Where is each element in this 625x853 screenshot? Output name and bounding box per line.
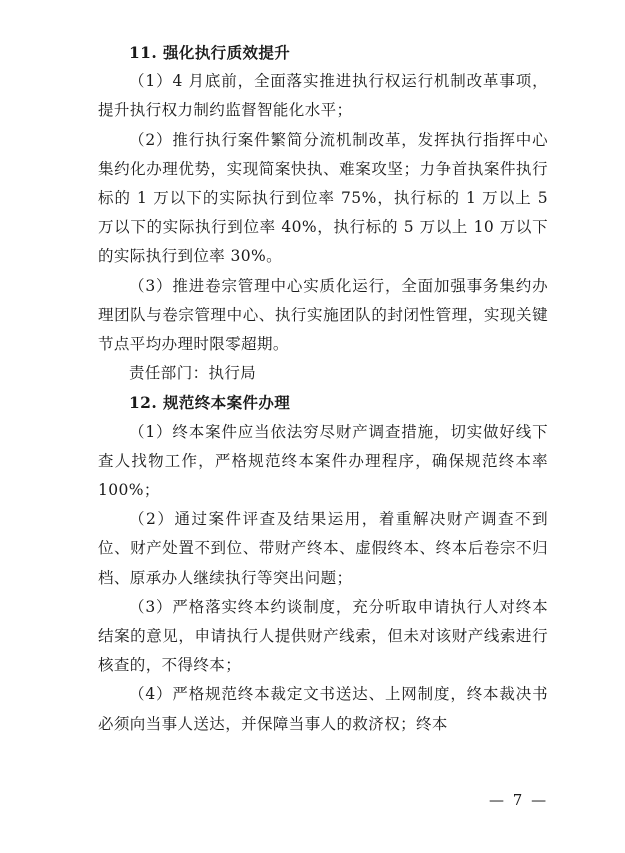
section-12-paragraph-2: （2）通过案件评查及结果运用，着重解决财产调查不到位、财产处置不到位、带财产终本、虚假终本、终本后卷宗不归档、原承办人继续执行等突出问题； xyxy=(98,510,548,587)
document-body xyxy=(98,38,548,739)
section-11-paragraph-1: （1）4 月底前，全面落实推进执行权运行机制改革事项，提升执行权力制约监督智能化水平； xyxy=(98,72,548,120)
section-heading-12: 12. 规范终本案件办理 xyxy=(129,393,291,413)
section-12-paragraph-4: （4）严格规范终本裁定文书送达、上网制度，终本裁决书必须向当事人送达，并保障当事人的救济权；终本 xyxy=(98,685,548,733)
section-11-paragraph-2: （2）推行执行案件繁简分流机制改革，发挥执行指挥中心集约化办理优势，实现简案快执、难案攻坚；力争首执案件执行标的 1 万以下的实际执行到位率 75%，执行标的 1 万以上 5 万以下的实际执行到位率 40%，执行标的 5 万以上 10 万以下的实际执行到位率 30%。 xyxy=(98,130,548,266)
section-heading-11: 11. 强化执行质效提升 xyxy=(129,43,291,62)
section-11-paragraph-3: （3）推进卷宗管理中心实质化运行，全面加强事务集约办理团队与卷宗管理中心、执行实施团队的封闭性管理，实现关键节点平均办理时限零超期。 xyxy=(98,276,548,354)
page-number: — 7 — xyxy=(489,791,549,809)
section-11-responsible-dept: 责任部门：执行局 xyxy=(129,364,257,383)
section-12-paragraph-1: （1）终本案件应当依法穷尽财产调查措施，切实做好线下查人找物工作，严格规范终本案件办理程序，确保规范终本率 100%； xyxy=(98,422,548,500)
section-12-paragraph-3: （3）严格落实终本约谈制度，充分听取申请执行人对终本结案的意见，申请执行人提供财产线索，但未对该财产线索进行核查的，不得终本； xyxy=(98,597,548,675)
